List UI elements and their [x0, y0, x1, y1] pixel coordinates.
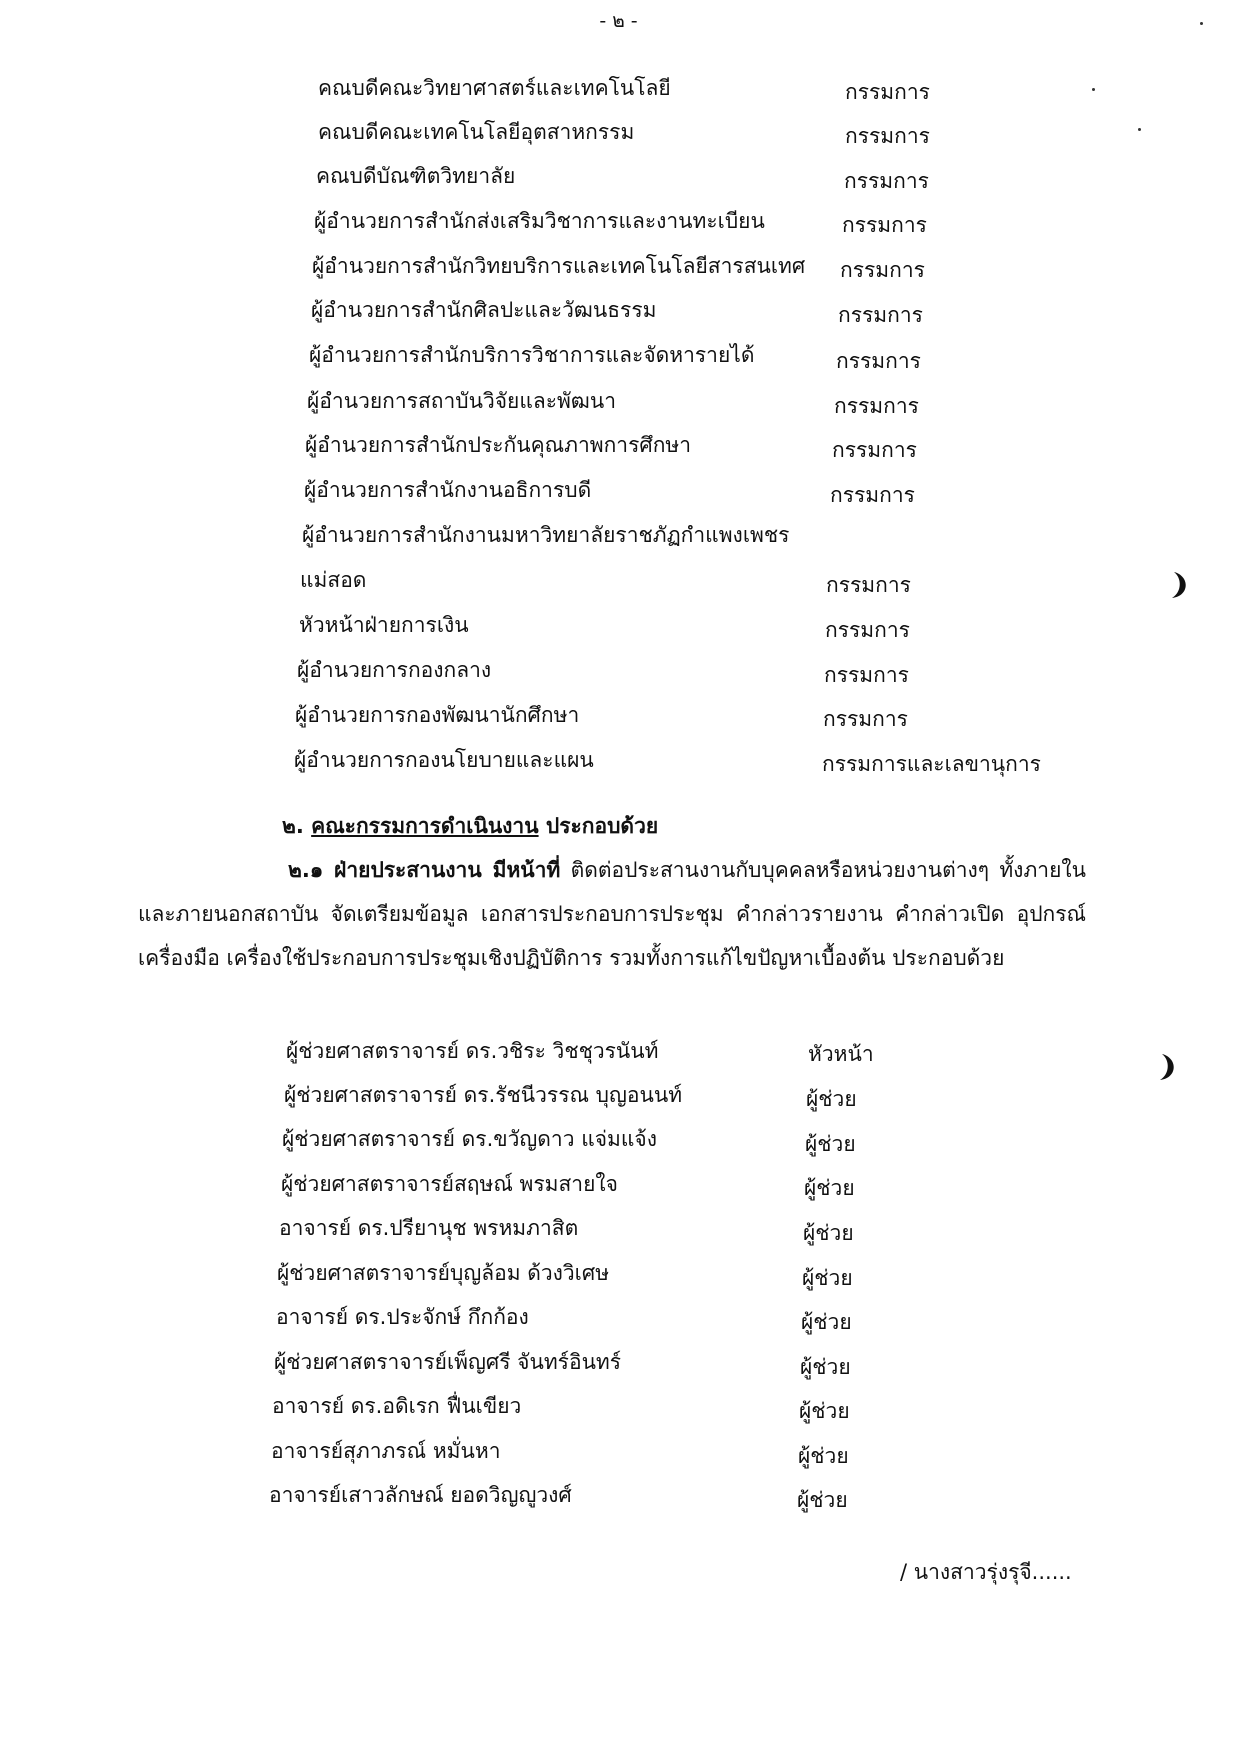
- continuation-note: / นางสาวรุ่งรุจี......: [900, 1560, 1072, 1584]
- coordinator-role: ผู้ช่วย: [806, 1087, 857, 1111]
- member-title: ผู้อำนวยการกองพัฒนานักศึกษา: [295, 703, 580, 727]
- coordinator-role: ผู้ช่วย: [801, 1310, 852, 1334]
- member-role: กรรมการ: [845, 124, 930, 148]
- page-number: - ๒ -: [599, 10, 638, 32]
- member-title: ผู้อำนวยการสำนักส่งเสริมวิชาการและงานทะเบียน: [314, 209, 765, 233]
- coordinator-role: หัวหน้า: [808, 1042, 874, 1066]
- member-role: กรรมการ: [823, 707, 908, 731]
- member-role: กรรมการ: [825, 618, 910, 642]
- coordinator-role: ผู้ช่วย: [803, 1221, 854, 1245]
- member-role: กรรมการ: [826, 573, 911, 597]
- coordinator-name: ผู้ช่วยศาสตราจารย์ ดร.รัชนีวรรณ บุญอนนท์: [284, 1083, 683, 1107]
- member-title: แม่สอด: [300, 568, 367, 592]
- member-role: กรรมการและเลขานุการ: [822, 752, 1041, 776]
- section-2-number: ๒.: [282, 814, 304, 838]
- member-title: คณบดีคณะวิทยาศาสตร์และเทคโนโลยี: [318, 76, 671, 100]
- section-2-title: คณะกรรมการดำเนินงาน: [311, 814, 539, 838]
- member-title: คณบดีบัณฑิตวิทยาลัย: [316, 164, 516, 188]
- coordinator-name: อาจารย์ ดร.ประจักษ์ กึกก้อง: [276, 1305, 529, 1329]
- coordinator-name: ผู้ช่วยศาสตราจารย์ ดร.ขวัญดาว แจ่มแจ้ง: [282, 1127, 657, 1151]
- punch-hole-mark: [1156, 1052, 1178, 1082]
- member-title: ผู้อำนวยการกองกลาง: [297, 658, 492, 682]
- member-title: คณบดีคณะเทคโนโลยีอุตสาหกรรม: [318, 120, 635, 144]
- coordinator-role: ผู้ช่วย: [805, 1132, 856, 1156]
- member-role: กรรมการ: [840, 258, 925, 282]
- member-title: ผู้อำนวยการสถาบันวิจัยและพัฒนา: [307, 389, 617, 413]
- scan-speck: [1200, 22, 1203, 25]
- coordinator-name: อาจารย์สุภาภรณ์ หมั่นหา: [271, 1439, 501, 1463]
- coordinator-name: อาจารย์ ดร.ปรียานุช พรหมภาสิต: [279, 1216, 579, 1240]
- punch-hole-mark: [1168, 570, 1190, 600]
- coordinator-name: อาจารย์ ดร.อดิเรก ฟื่นเขียว: [272, 1394, 522, 1418]
- member-title: ผู้อำนวยการสำนักบริการวิชาการและจัดหารายได้: [309, 343, 755, 367]
- member-role: กรรมการ: [834, 394, 919, 418]
- coordinator-role: ผู้ช่วย: [797, 1488, 848, 1512]
- section-2-heading: [282, 810, 658, 843]
- coordinator-role: ผู้ช่วย: [804, 1176, 855, 1200]
- coordinator-role: ผู้ช่วย: [800, 1355, 851, 1379]
- member-role: กรรมการ: [830, 483, 915, 507]
- member-title: ผู้อำนวยการสำนักประกันคุณภาพการศึกษา: [305, 433, 692, 457]
- member-role: กรรมการ: [836, 349, 921, 373]
- section-2-1-paragraph: [138, 848, 1086, 980]
- member-title: ผู้อำนวยการสำนักงานมหาวิทยาลัยราชภัฏกำแพงเพชร: [302, 523, 790, 547]
- member-role: กรรมการ: [844, 169, 929, 193]
- coordinator-name: ผู้ช่วยศาสตราจารย์เพ็ญศรี จันทร์อินทร์: [274, 1350, 622, 1374]
- member-role: กรรมการ: [832, 438, 917, 462]
- coordinator-name: ผู้ช่วยศาสตราจารย์บุญล้อม ด้วงวิเศษ: [277, 1261, 610, 1285]
- member-role: กรรมการ: [838, 303, 923, 327]
- coordinator-role: ผู้ช่วย: [802, 1266, 853, 1290]
- member-role: กรรมการ: [842, 213, 927, 237]
- member-title: หัวหน้าฝ่ายการเงิน: [299, 613, 469, 637]
- member-role: กรรมการ: [824, 663, 909, 687]
- scan-speck: [1092, 88, 1095, 91]
- section-2-suffix: ประกอบด้วย: [545, 814, 659, 838]
- coordinator-name: ผู้ช่วยศาสตราจารย์สฤษณ์ พรมสายใจ: [281, 1172, 618, 1196]
- section-2-1-text: ติดต่อประสานงานกับบุคคลหรือหน่วยงานต่างๆ ทั้งภายในและภายนอกสถาบัน จัดเตรียมข้อมูล เอกสารประกอบการประชุม คำกล่าวรายงาน คำกล่าวเปิด อุปกรณ์ เครื่องมือ เครื่องใช้ประกอบการประชุมเชิงปฏิบัติการ รวมทั้งการแก้ไขปัญหาเบื้องต้น ประกอบด้วย: [138, 858, 1086, 970]
- coordinator-role: ผู้ช่วย: [799, 1399, 850, 1423]
- coordinator-name: อาจารย์เสาวลักษณ์ ยอดวิญญูวงศ์: [269, 1483, 572, 1507]
- member-title: ผู้อำนวยการสำนักวิทยบริการและเทคโนโลยีสารสนเทศ: [312, 254, 806, 278]
- member-title: ผู้อำนวยการสำนักศิลปะและวัฒนธรรม: [311, 298, 657, 322]
- member-role: กรรมการ: [845, 80, 930, 104]
- coordinator-name: ผู้ช่วยศาสตราจารย์ ดร.วชิระ วิชชุวรนันท์: [286, 1039, 659, 1063]
- scan-speck: [1138, 128, 1141, 131]
- coordinator-role: ผู้ช่วย: [798, 1444, 849, 1468]
- member-title: ผู้อำนวยการกองนโยบายและแผน: [294, 748, 594, 772]
- member-title: ผู้อำนวยการสำนักงานอธิการบดี: [304, 478, 592, 502]
- section-2-1-lead: ๒.๑ ฝ่ายประสานงาน มีหน้าที่: [288, 858, 561, 882]
